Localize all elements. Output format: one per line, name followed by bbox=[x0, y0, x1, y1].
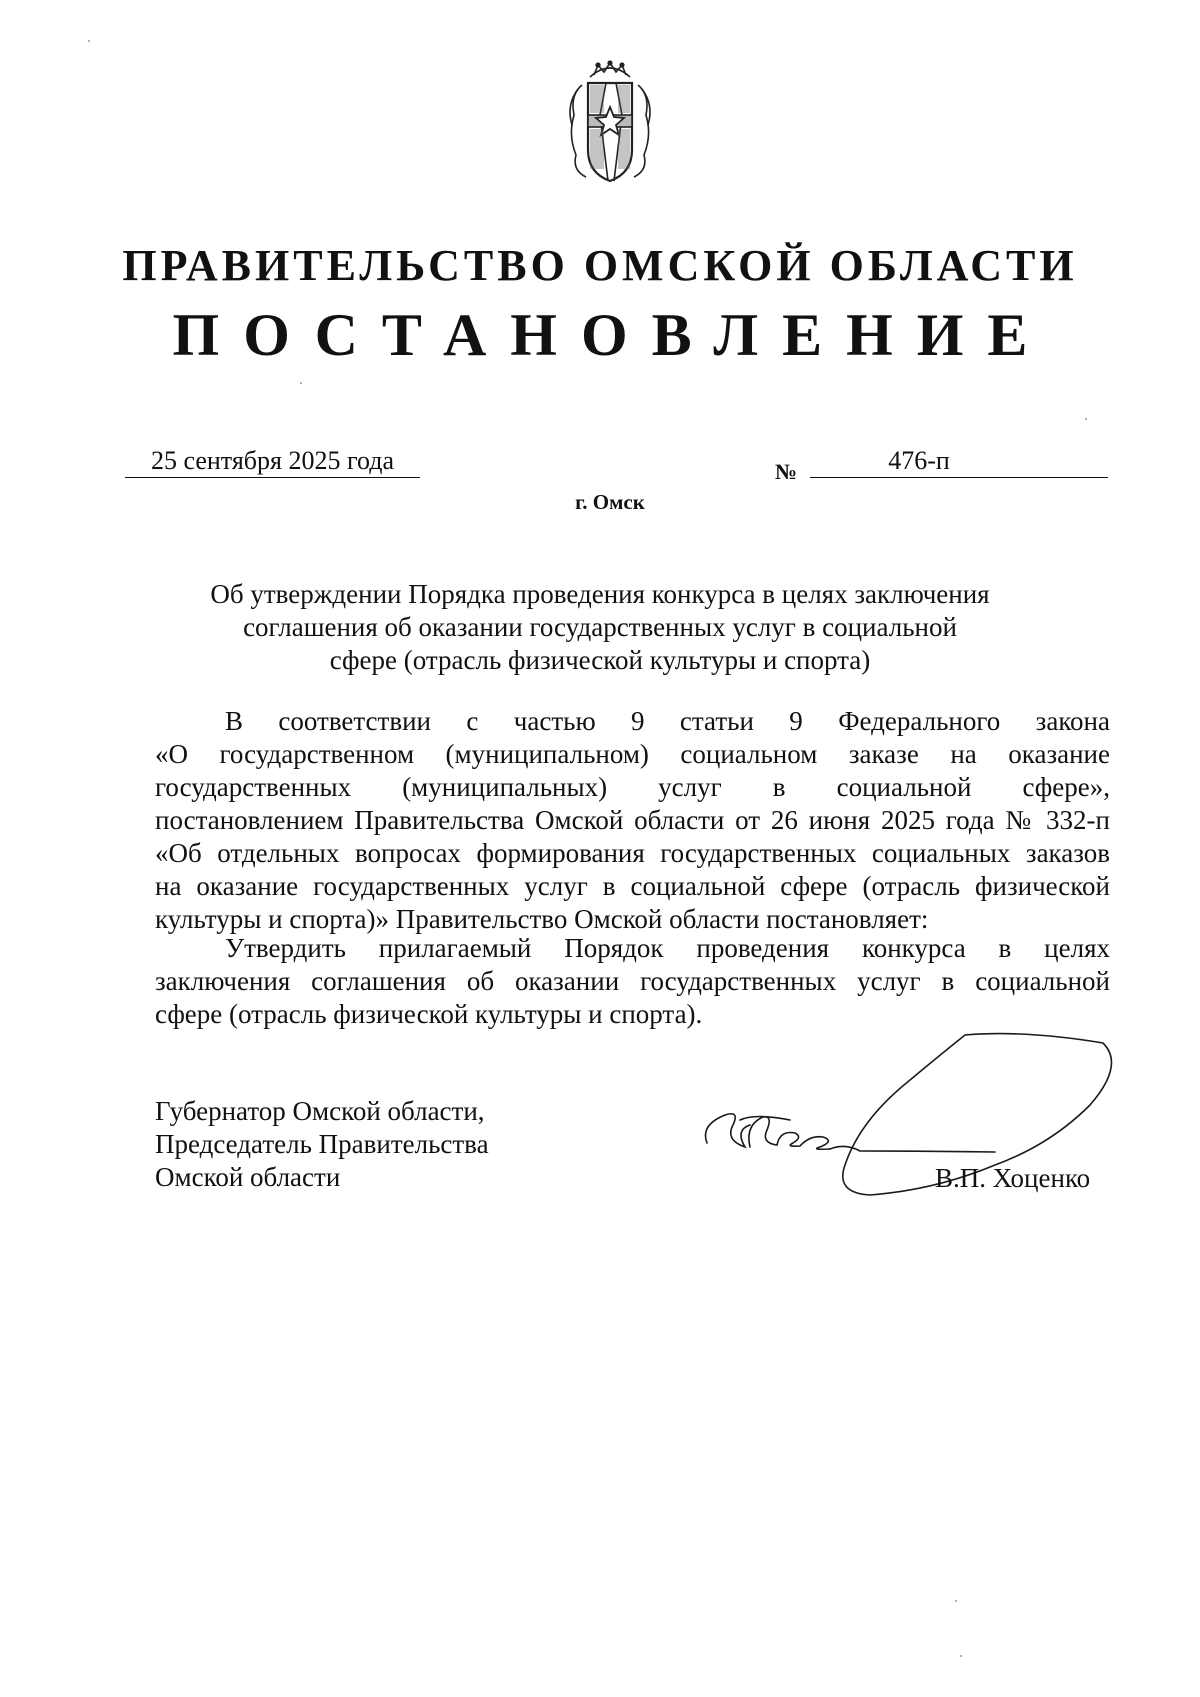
subject-line: Об утверждении Порядка проведения конкурса в целях заключения bbox=[210, 579, 990, 609]
paragraph-line: В соответствии с частью 9 статьи 9 Федерального закона bbox=[225, 706, 1110, 736]
coat-of-arms-icon bbox=[560, 55, 660, 190]
organization-title: ПРАВИТЕЛЬСТВО ОМСКОЙ ОБЛАСТИ bbox=[122, 241, 1078, 290]
resolution-paragraph bbox=[155, 932, 1110, 1031]
document-type-title: ПОСТАНОВЛЕНИЕ bbox=[172, 302, 1052, 368]
preamble-paragraph bbox=[155, 705, 1110, 936]
paragraph-line: на оказание государственных услуг в социальной сфере (отрасль физической bbox=[155, 871, 1110, 901]
subject-line: сфере (отрасль физической культуры и спорта) bbox=[329, 645, 871, 675]
scan-speck bbox=[88, 40, 90, 42]
document-number bbox=[810, 445, 1108, 478]
paragraph-line: сфере (отрасль физической культуры и спорта). bbox=[155, 999, 703, 1029]
signatory-position-line: Омской области bbox=[155, 1162, 341, 1192]
paragraph-line: постановлением Правительства Омской области от 26 июня 2025 года № 332-п bbox=[155, 805, 1110, 835]
signatory-position-line: Губернатор Омской области, bbox=[155, 1096, 485, 1126]
document-date-text: 25 сентября 2025 года bbox=[150, 446, 394, 475]
subject-line: соглашения об оказании государственных услуг в социальной bbox=[243, 612, 957, 642]
signatory-name: В.П. Хоценко bbox=[935, 1163, 1091, 1193]
document-subject bbox=[160, 578, 1040, 677]
scan-speck bbox=[1085, 418, 1087, 420]
paragraph-line: Утвердить прилагаемый Порядок проведения конкурса в целях bbox=[225, 933, 1110, 963]
signatory-position-line: Председатель Правительства bbox=[155, 1129, 489, 1159]
document-date bbox=[125, 445, 420, 478]
scan-speck bbox=[960, 1655, 962, 1657]
scan-speck bbox=[300, 382, 302, 384]
paragraph-line: «Об отдельных вопросах формирования государственных социальных заказов bbox=[155, 838, 1110, 868]
number-sign: № bbox=[775, 459, 798, 484]
paragraph-line: заключения соглашения об оказании государственных услуг в социальной bbox=[155, 966, 1110, 996]
scan-speck bbox=[955, 1600, 957, 1602]
document-place: г. Омск bbox=[575, 490, 645, 514]
paragraph-line: «О государственном (муниципальном) социальном заказе на оказание bbox=[155, 739, 1110, 769]
paragraph-line: государственных (муниципальных) услуг в социальной сфере», bbox=[155, 772, 1110, 802]
signatory-position bbox=[155, 1095, 489, 1194]
document-number-text: 476-п bbox=[888, 446, 950, 475]
paragraph-line: культуры и спорта)» Правительство Омской области постановляет: bbox=[155, 904, 929, 934]
